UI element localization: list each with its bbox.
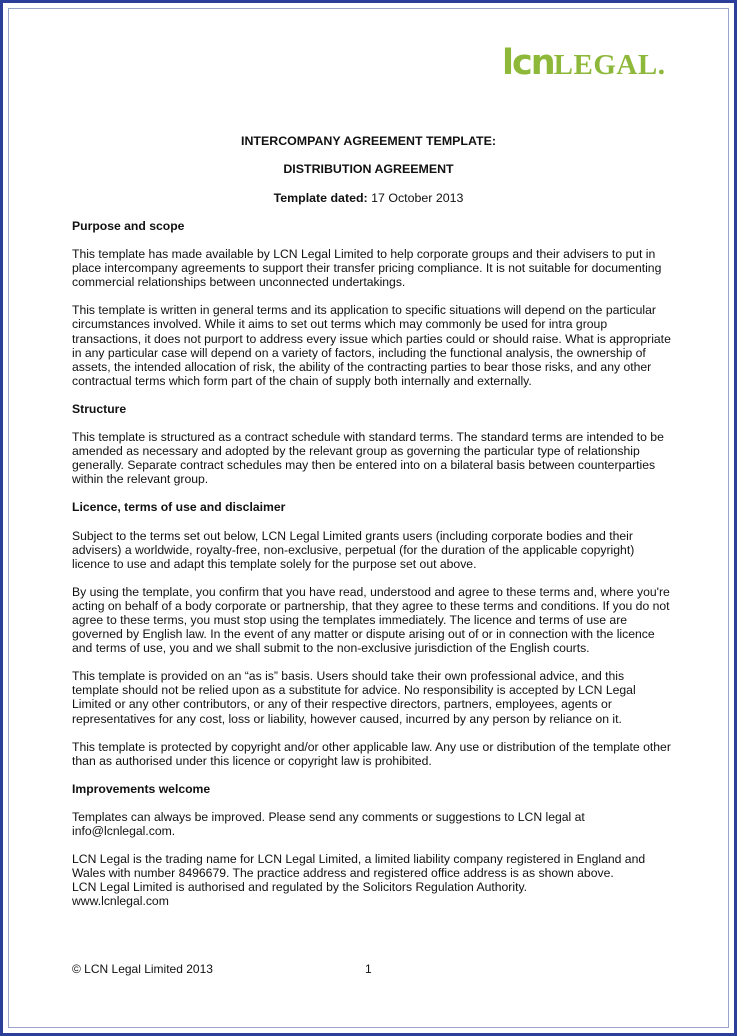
heading-improvements: Improvements welcome: [72, 781, 211, 796]
lcn-legal-logo: [502, 43, 666, 83]
template-dated: [0, 191, 737, 205]
paragraph-licence-4: This template is protected by copyright and/or other applicable law. Any use or distribution of the template other than as authorised under this licence or copyright law is prohibited.: [72, 739, 671, 768]
document-subtitle: DISTRIBUTION AGREEMENT: [283, 162, 454, 176]
heading-purpose: Purpose and scope: [72, 219, 185, 233]
heading-licence: Licence, terms of use and disclaimer: [72, 500, 286, 515]
paragraph-licence-2: By using the template, you confirm that you have read, understood and agree to these terms and, where you're acting on behalf of a body corporate or partnership, that they agree to these terms and conditions. If you do not agree to these terms, you must stop using the templates immediately. The licence and terms of use are governed by English law. In the event of any matter or dispute arising out of or in connection with the licence and terms of use, you and we shall submit to the non-exclusive jurisdiction of the English courts.: [72, 584, 670, 656]
paragraph-licence-3: This template is provided on an “as is” basis. Users should take their own professional advice, and this template should not be relied upon as a substitute for advice. No responsibility is accepted by LCN Legal Limited or any other contributors, or any of their respective directors, partners, employees, agents or representatives for any cost, loss or liability, however caused, incurred by any person by reliance on it.: [72, 669, 636, 726]
paragraph-purpose-2: This template is written in general terms and its application to specific situations will depend on the particular circumstances involved. While it aims to set out terms which may commonly be used for intra group transactions, it does not purport to address every issue which parties could or should raise. What is appropriate in any particular case will depend on a variety of factors, including the functional analysis, the ownership of assets, the intended allocation of risk, the ability of the contracting parties to bear those risks, and any other contractual terms which form part of the chain of supply both internally and externally.: [72, 303, 671, 388]
template-dated-value: 17 October 2013: [371, 191, 464, 205]
paragraph-purpose-1: This template has made available by LCN Legal Limited to help corporate groups and their advisers to put in place intercompany agreements to support their transfer pricing compliance. It is not suitable for documenting commercial relationships between unconnected undertakings.: [72, 247, 662, 290]
paragraph-improvements-2: [72, 852, 672, 908]
logo-legal-text: LEGAL.: [553, 49, 666, 81]
paragraph-structure-1: This template is structured as a contract schedule with standard terms. The standard terms are intended to be amended as necessary and adopted by the relevant group as governing the particular type of relationship generally. Separate contract schedules may then be entered into on a bilateral basis between counterparties within the relevant group.: [72, 430, 664, 487]
website-link[interactable]: www.lcnlegal.com: [72, 894, 169, 909]
template-dated-label: Template dated:: [273, 191, 368, 205]
footer-copyright: © LCN Legal Limited 2013: [72, 962, 213, 976]
paragraph-licence-1: Subject to the terms set out below, LCN Legal Limited grants users (including corporate bodies and their advisers) a worldwide, royalty-free, non-exclusive, perpetual (for the duration of the applicable copyright) licence to use and adapt this template solely for the purpose set out above.: [72, 528, 635, 571]
regulation-text: LCN Legal Limited is authorised and regulated by the Solicitors Regulation Authority.: [72, 880, 528, 895]
page-number: 1: [365, 962, 372, 976]
heading-structure: Structure: [72, 401, 127, 416]
paragraph-improvements-1: Templates can always be improved. Please send any comments or suggestions to LCN legal at info@lcnlegal.com.: [72, 809, 585, 838]
document-title: INTERCOMPANY AGREEMENT TEMPLATE:: [241, 134, 496, 148]
logo-lcn-text: lcn: [502, 43, 554, 83]
registration-text: LCN Legal is the trading name for LCN Legal Limited, a limited liability company registered in England and Wales with number 8496679. The practice address and registered office address is as shown above.: [72, 852, 646, 881]
document-body: [72, 219, 672, 922]
